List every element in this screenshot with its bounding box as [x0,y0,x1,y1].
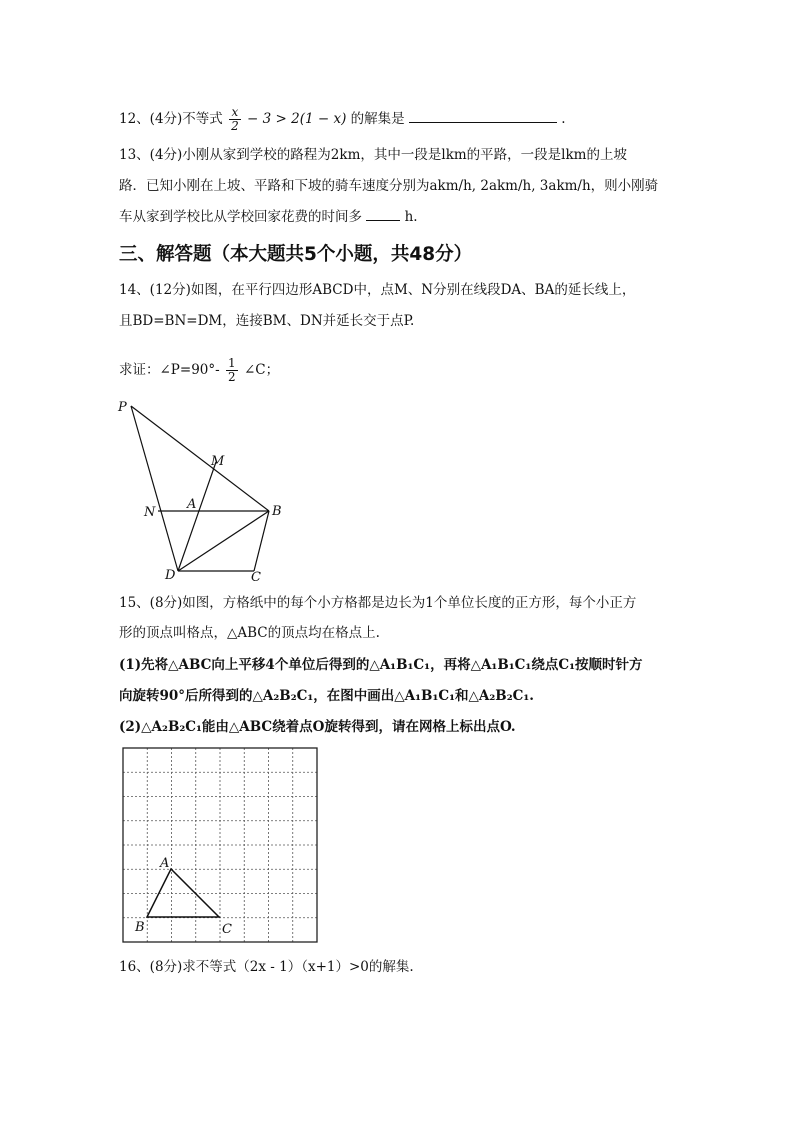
label-p: P [118,400,127,415]
q12-frac-numerator: x [229,106,241,120]
question-12 [119,106,566,133]
q15-line-2: 形的顶点叫格点，△ABC的顶点均在格点上. [119,625,380,641]
label-n: N [144,505,156,520]
q15-grid-figure [118,745,323,945]
q14-proof-pre: 求证：∠P=90°- [119,362,220,378]
q14-line-2: 且BD=BN=DM，连接BM、DN并延长交于点P. [119,313,415,329]
q14-proof-statement [119,357,279,384]
segment-pb [131,406,269,511]
q14-frac-numerator: 1 [228,356,236,370]
q13-line-3 [119,206,418,227]
section-heading: 三、解答题（本大题共5个小题，共48分） [119,244,473,265]
q14-proof-post: ∠C； [243,362,280,378]
q12-suffix: 的解集是 [350,111,405,127]
segment-pd [131,406,178,571]
q12-expression: − 3 > 2(1 − x) [247,111,347,127]
segment-dm [178,462,216,571]
q14-half-fraction [226,357,238,384]
q12-end: . [561,111,566,127]
q15-part-1-line-2: 向旋转90°后所得到的△A₂B₂C₁，在图中画出△A₁B₁C₁和△A₂B₂C₁. [119,688,534,704]
q12-frac-denominator: 2 [231,119,239,133]
q14-frac-denominator: 2 [228,370,236,384]
q13-line-3-text: 车从家到学校比从学校回家花费的时间多 [119,209,362,225]
q12-fraction [229,106,241,133]
grid-label-b: B [135,920,145,935]
segment-db [178,511,269,571]
q13-line-2: 路．已知小刚在上坡、平路和下坡的骑车速度分别为akm/h, 2akm/h, 3akm/h，则小刚骑 [119,178,659,194]
label-c: C [251,570,261,585]
q13-line-3-end: h. [404,209,418,225]
grid-label-a: A [160,856,170,871]
q14-line-1: 14、(12分)如图，在平行四边形ABCD中，点M、N分别在线段DA、BA的延长线上， [119,282,636,298]
q12-answer-blank[interactable] [409,108,557,123]
label-m: M [211,454,225,469]
grid-label-c: C [222,922,232,937]
q14-geometry-figure [110,395,295,590]
label-b: B [272,504,282,519]
q15-part-1-line-1: (1)先将△ABC向上平移4个单位后得到的△A₁B₁C₁，再将△A₁B₁C₁绕点C₁按顺时针方 [119,657,643,673]
q12-prefix: 12、(4分)不等式 [119,111,223,127]
q15-part-2: (2)△A₂B₂C₁能由△ABC绕着点O旋转得到，请在网格上标出点O. [119,719,516,735]
label-a: A [187,497,197,512]
question-16: 16、(8分)求不等式（2x - 1）（x+1）>0的解集. [119,959,414,975]
q15-line-1: 15、(8分)如图，方格纸中的每个小方格都是边长为1个单位长度的正方形，每个小正方 [119,595,637,611]
q13-line-1: 13、(4分)小刚从家到学校的路程为2km，其中一段是lkm的平路，一段是lkm的上坡 [119,147,627,163]
triangle-abc [147,869,219,917]
q13-answer-blank[interactable] [366,206,400,221]
label-d: D [165,568,176,583]
